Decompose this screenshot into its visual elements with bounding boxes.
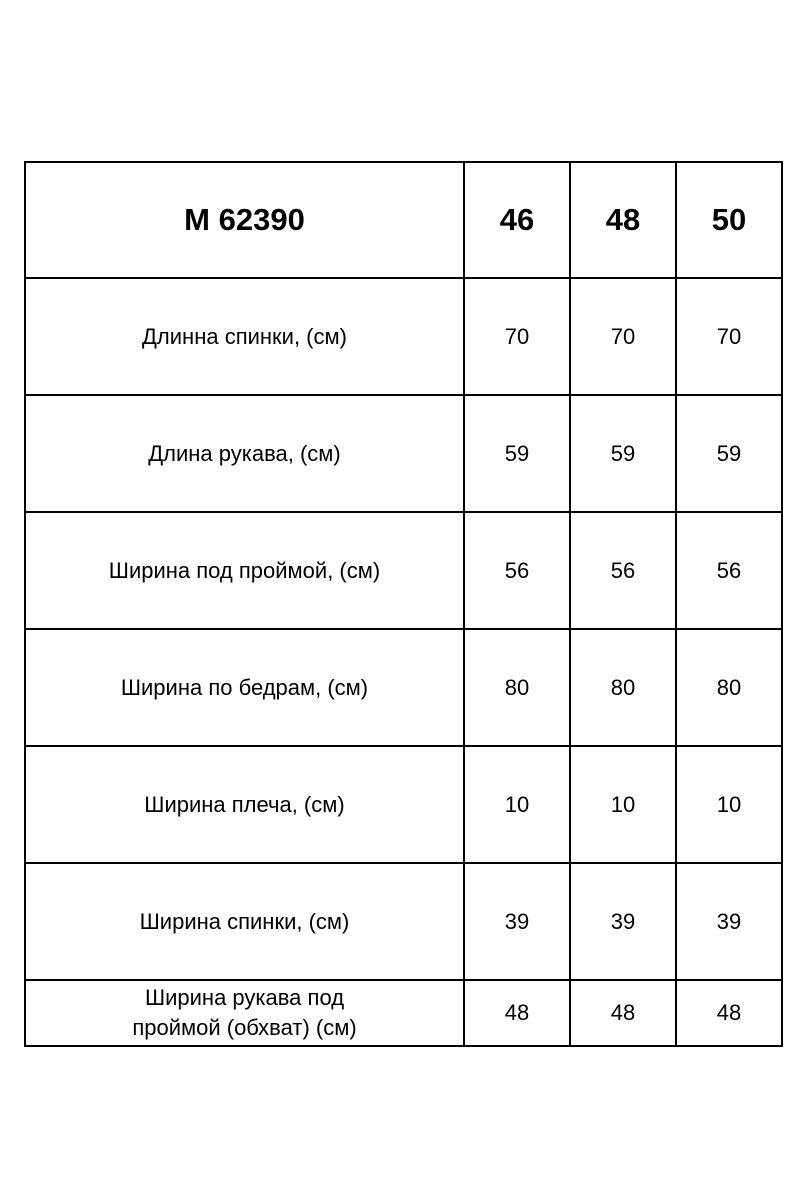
row-label: Ширина плеча, (см): [25, 746, 464, 863]
cell-value: 80: [676, 629, 782, 746]
table-header-row: [25, 162, 782, 278]
cell-value: 48: [676, 980, 782, 1046]
size-header-46: 46: [464, 162, 570, 278]
row-label: Длинна спинки, (см): [25, 278, 464, 395]
table-row: [25, 629, 782, 746]
cell-value: 10: [676, 746, 782, 863]
cell-value: 70: [464, 278, 570, 395]
cell-value: 70: [676, 278, 782, 395]
table-row: [25, 746, 782, 863]
cell-value: 80: [570, 629, 676, 746]
cell-value: 59: [464, 395, 570, 512]
cell-value: 56: [570, 512, 676, 629]
cell-value: 59: [676, 395, 782, 512]
cell-value: 80: [464, 629, 570, 746]
table-row: [25, 278, 782, 395]
cell-value: 39: [464, 863, 570, 980]
model-number: М 62390: [25, 162, 464, 278]
size-chart-table: [24, 161, 783, 1047]
cell-value: 70: [570, 278, 676, 395]
row-label-text: Ширина рукава под проймой (обхват) (см): [132, 985, 357, 1040]
row-label: Ширина по бедрам, (см): [25, 629, 464, 746]
table-row: [25, 512, 782, 629]
row-label: Длина рукава, (см): [25, 395, 464, 512]
size-header-48: 48: [570, 162, 676, 278]
cell-value: 39: [676, 863, 782, 980]
cell-value: 48: [464, 980, 570, 1046]
cell-value: 59: [570, 395, 676, 512]
cell-value: 56: [464, 512, 570, 629]
table-row: [25, 980, 782, 1046]
cell-value: 48: [570, 980, 676, 1046]
table-row: [25, 395, 782, 512]
cell-value: 39: [570, 863, 676, 980]
row-label: [25, 980, 464, 1046]
row-label: Ширина под проймой, (см): [25, 512, 464, 629]
cell-value: 56: [676, 512, 782, 629]
cell-value: 10: [570, 746, 676, 863]
table-row: [25, 863, 782, 980]
size-header-50: 50: [676, 162, 782, 278]
cell-value: 10: [464, 746, 570, 863]
row-label: Ширина спинки, (см): [25, 863, 464, 980]
